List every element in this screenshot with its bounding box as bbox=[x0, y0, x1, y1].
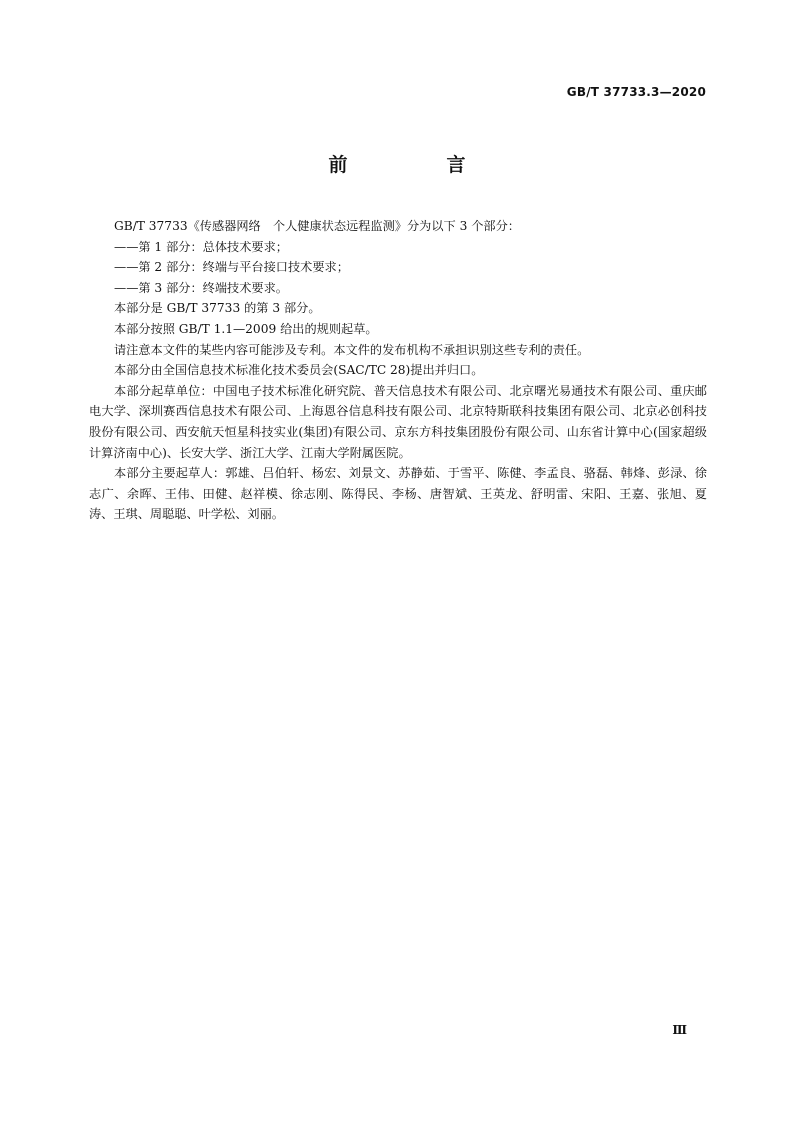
paragraph-committee: 本部分由全国信息技术标准化技术委员会(SAC/TC 28)提出并归口。 bbox=[114, 363, 484, 378]
paragraph-patent-notice: 请注意本文件的某些内容可能涉及专利。本文件的发布机构不承担识别这些专利的责任。 bbox=[114, 342, 590, 357]
list-item-part-3: ——第 3 部分：终端技术要求。 bbox=[114, 280, 288, 295]
paragraph-drafting-units: 本部分起草单位：中国电子技术标准化研究院、普天信息技术有限公司、北京曙光易通技术有限公司、重庆邮电大学、深圳赛西信息技术有限公司、上海恩谷信息科技有限公司、北京特斯联科技集团有限公司、北京必创科技股份有限公司、西安航天恒星科技实业(集团)有限公司、京东方科技集团股份有限公司、山东省计算中心(国家超级计算济南中心)、长安大学、浙江大学、江南大学附属医院。 bbox=[89, 383, 707, 460]
list-item-part-2: ——第 2 部分：终端与平台接口技术要求； bbox=[114, 260, 349, 275]
foreword-body bbox=[89, 216, 707, 525]
paragraph-drafters: 本部分主要起草人：郭雄、吕伯轩、杨宏、刘景文、苏静茹、于雪平、陈健、李孟良、骆磊、韩烽、彭渌、徐志广、余晖、王伟、田健、赵祥模、徐志刚、陈得民、李杨、唐智斌、王英龙、舒明雷、宋阳、王嘉、张旭、夏涛、王琪、周聪聪、叶学松、刘丽。 bbox=[89, 466, 707, 522]
standard-code: GB/T 37733.3—2020 bbox=[566, 85, 706, 99]
paragraph-intro: GB/T 37733《传感器网络 个人健康状态远程监测》分为以下 3 个部分： bbox=[114, 219, 520, 233]
page-title: 前 言 bbox=[328, 154, 506, 176]
paragraph-part-statement: 本部分是 GB/T 37733 的第 3 部分。 bbox=[114, 301, 321, 316]
page-number: Ⅲ bbox=[672, 1023, 687, 1037]
paragraph-drafting-rules: 本部分按照 GB/T 1.1—2009 给出的规则起草。 bbox=[114, 321, 378, 336]
list-item-part-1: ——第 1 部分：总体技术要求； bbox=[114, 239, 288, 254]
